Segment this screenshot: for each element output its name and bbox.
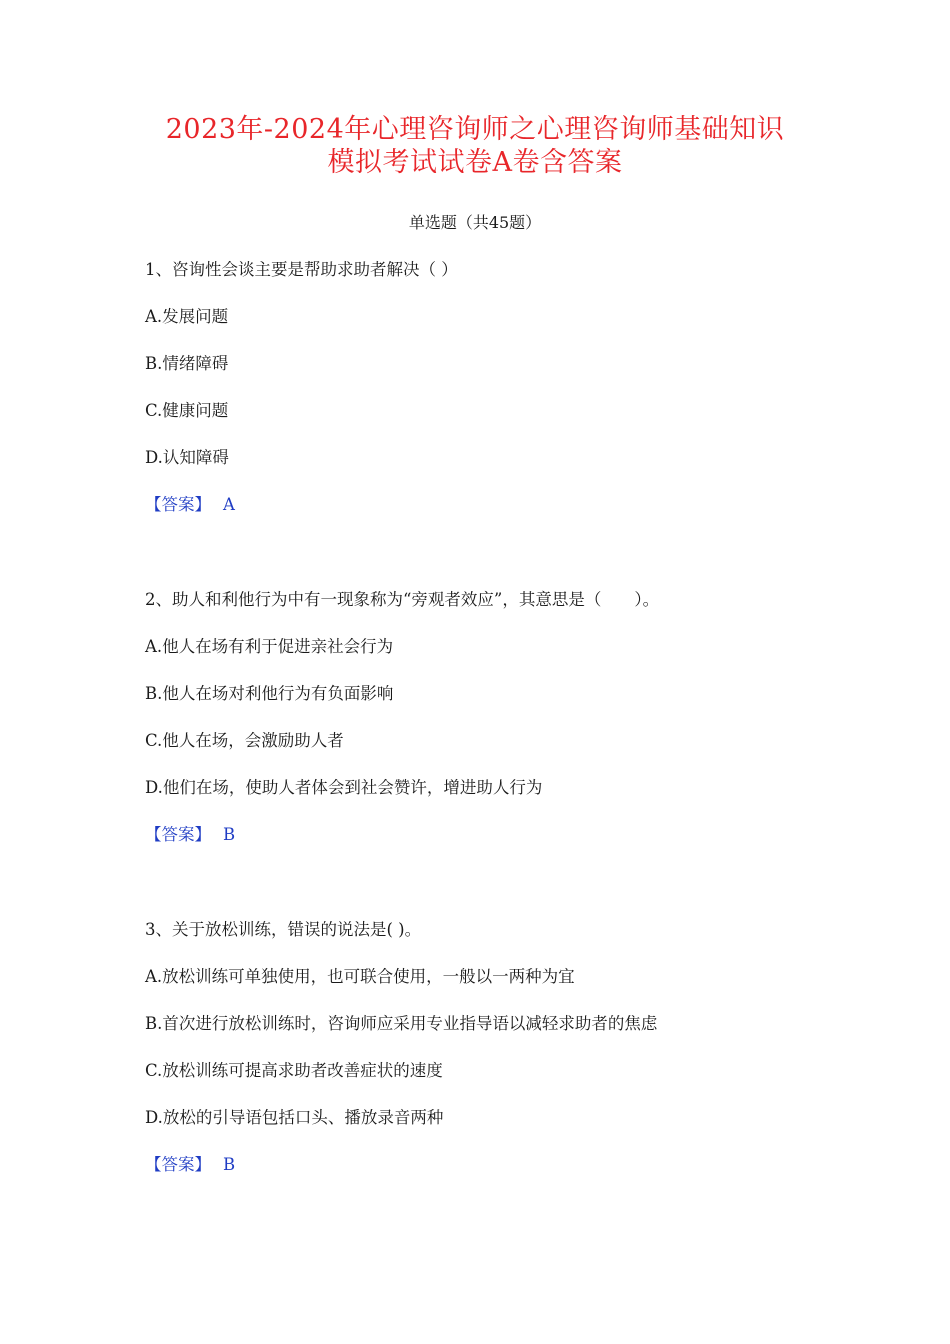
question-3-stem: 3、关于放松训练，错误的说法是( )。 xyxy=(145,920,422,939)
question-1-option-b: B.情绪障碍 xyxy=(145,354,229,373)
answer-label: 【答案】 xyxy=(145,1155,211,1174)
question-2-option-b: B.他人在场对利他行为有负面影响 xyxy=(145,684,394,703)
question-3-option-d: D.放松的引导语包括口头、播放录音两种 xyxy=(145,1108,444,1127)
question-1-stem: 1、咨询性会谈主要是帮助求助者解决（ ） xyxy=(145,260,458,279)
section-heading: 单选题（共45题） xyxy=(408,213,542,232)
question-3-option-b: B.首次进行放松训练时，咨询师应采用专业指导语以减轻求助者的焦虑 xyxy=(145,1014,658,1033)
question-1-answer xyxy=(145,493,235,517)
answer-value: B xyxy=(223,1155,236,1174)
question-2-option-a: A.他人在场有利于促进亲社会行为 xyxy=(145,637,394,656)
question-3-option-a: A.放松训练可单独使用，也可联合使用，一般以一两种为宜 xyxy=(145,967,575,986)
question-2-stem: 2、助人和利他行为中有一现象称为“旁观者效应”，其意思是（ ）。 xyxy=(145,590,660,609)
question-2-answer xyxy=(145,823,235,847)
question-3-option-c: C.放松训练可提高求助者改善症状的速度 xyxy=(145,1061,443,1080)
answer-value: B xyxy=(223,825,236,844)
question-1-option-a: A.发展问题 xyxy=(145,307,229,326)
document-title-line2: 模拟考试试卷A卷含答案 xyxy=(327,147,623,178)
answer-label: 【答案】 xyxy=(145,495,211,514)
answer-value: A xyxy=(223,495,235,514)
question-1-option-d: D.认知障碍 xyxy=(145,448,229,467)
answer-label: 【答案】 xyxy=(145,825,211,844)
question-1-option-c: C.健康问题 xyxy=(145,401,229,420)
question-3-answer xyxy=(145,1153,235,1177)
question-2-option-c: C.他人在场，会激励助人者 xyxy=(145,731,344,750)
question-2-option-d: D.他们在场，使助人者体会到社会赞许，增进助人行为 xyxy=(145,778,543,797)
document-title-line1: 2023年-2024年心理咨询师之心理咨询师基础知识 xyxy=(165,114,785,145)
